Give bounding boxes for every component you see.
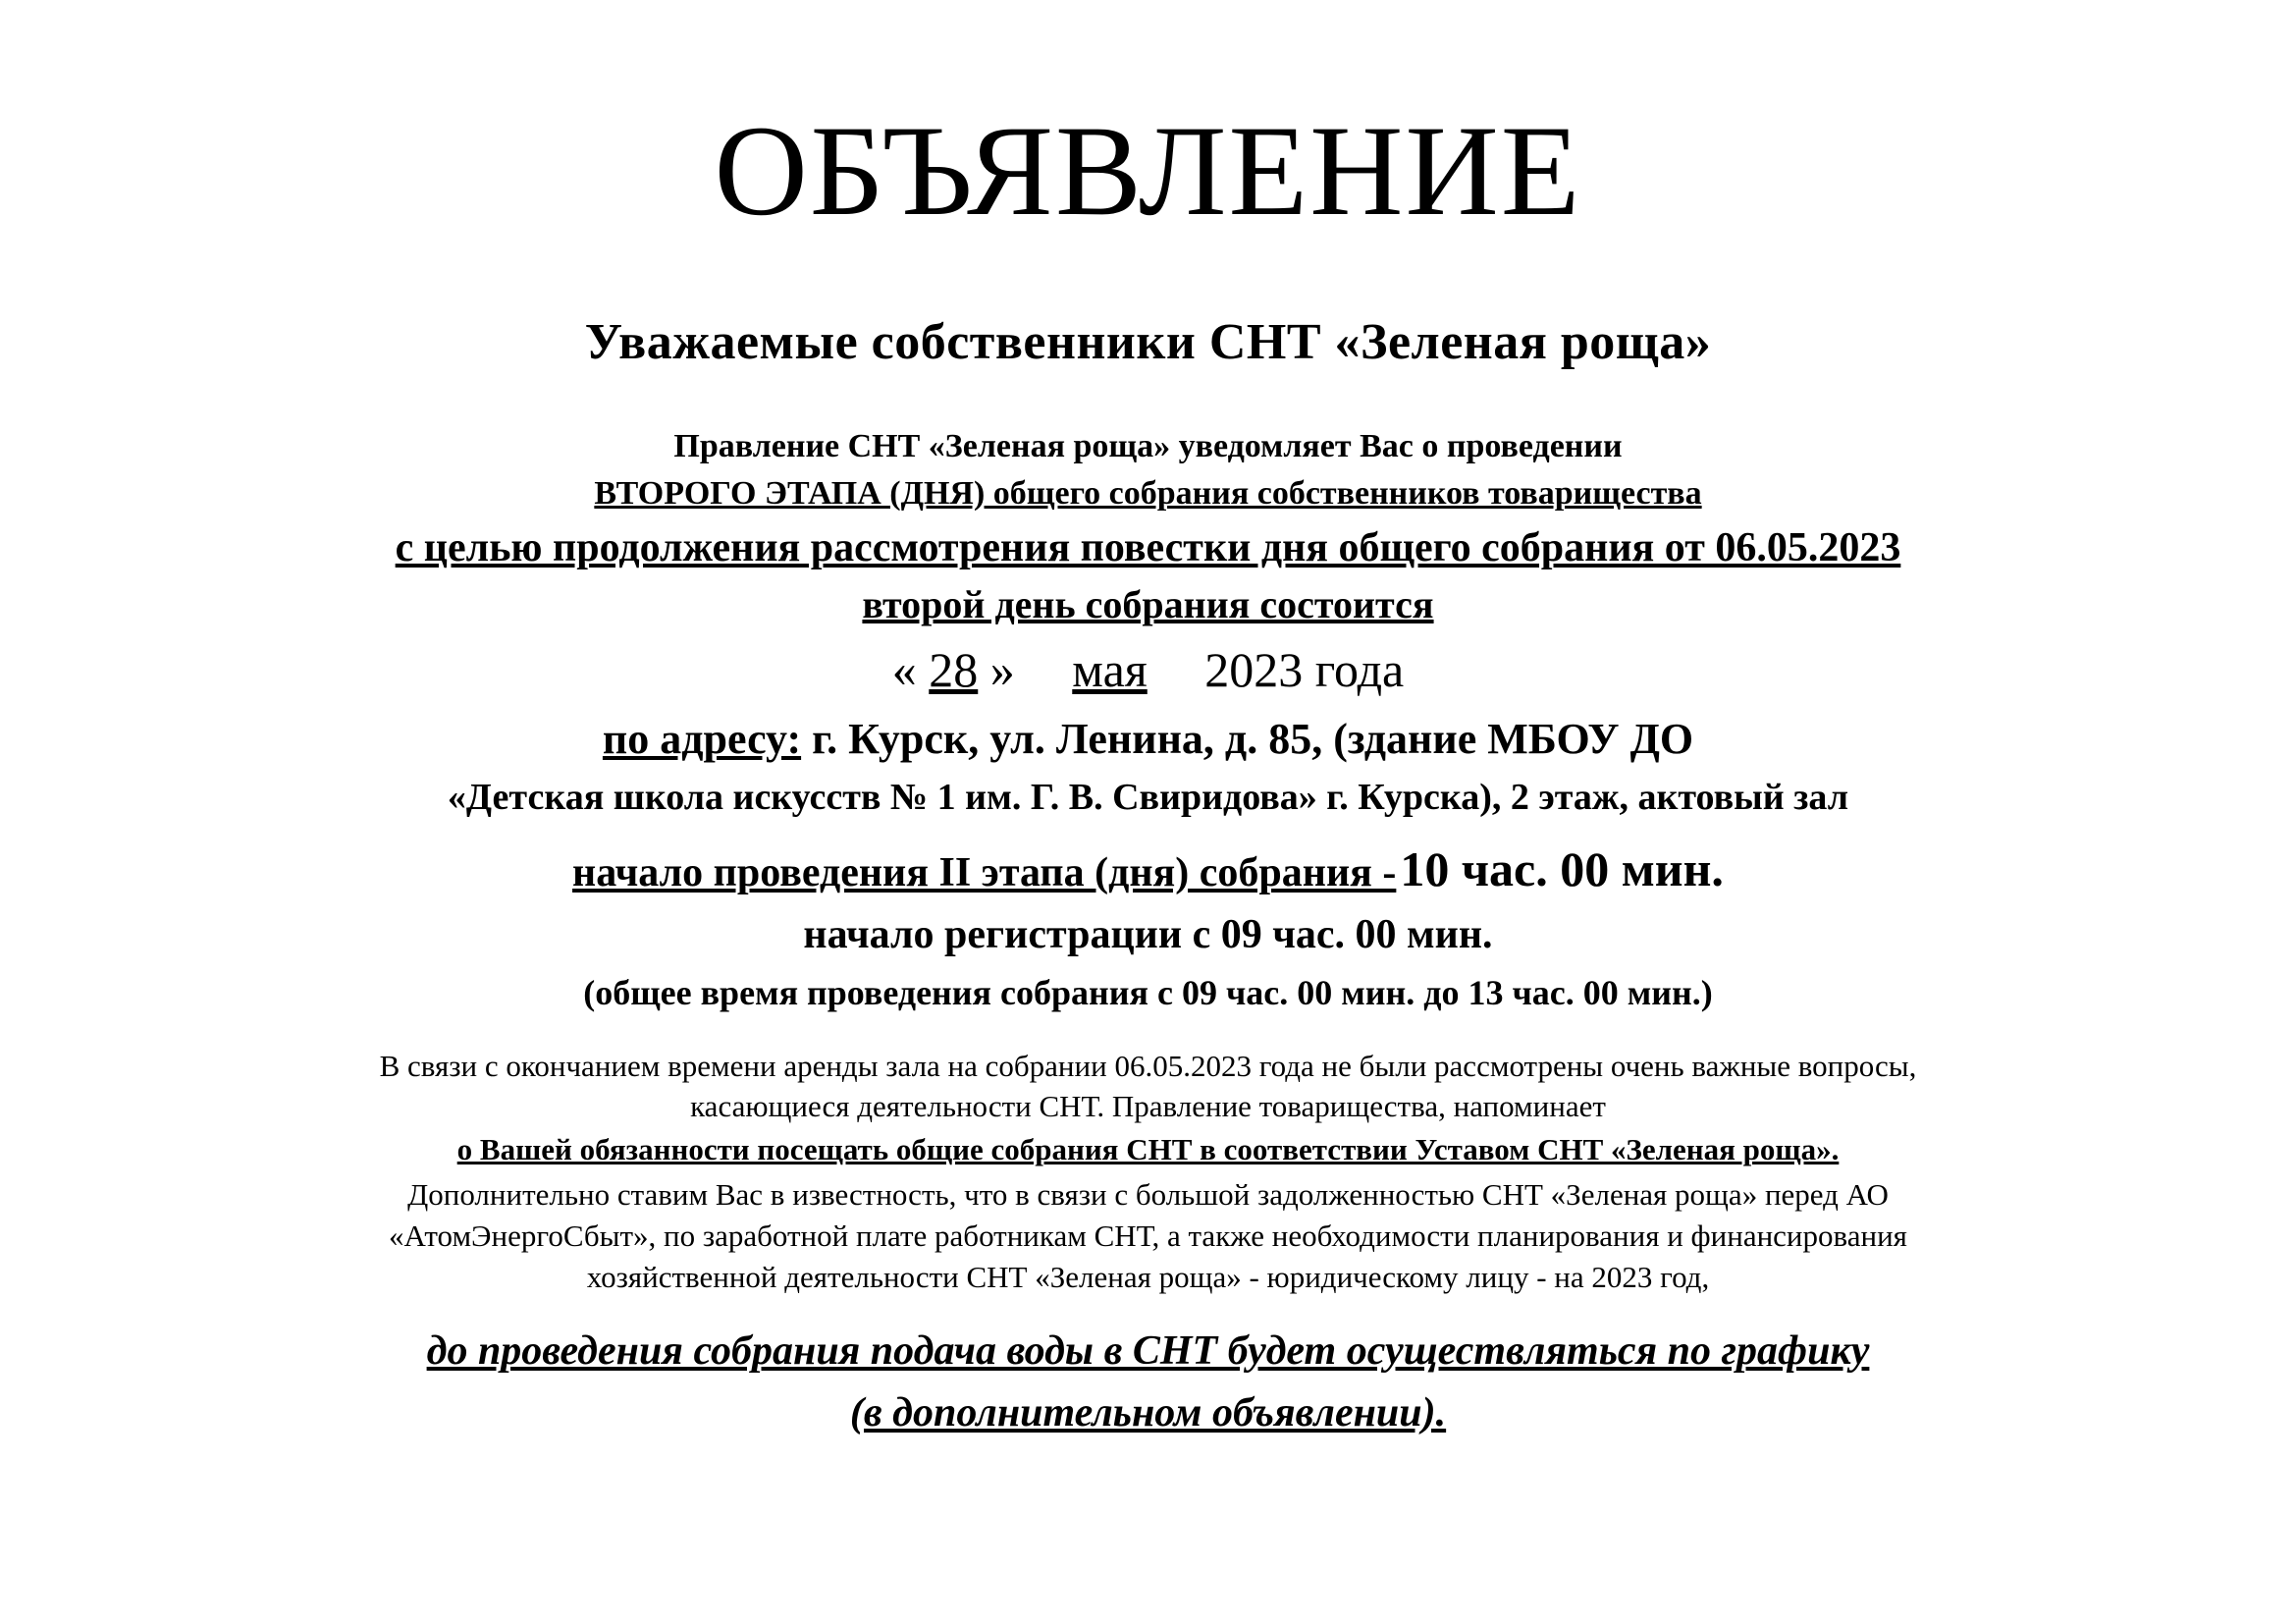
body-paragraph-2 bbox=[93, 1175, 2203, 1296]
conclusion-line-1: до проведения собрания подача воды в СНТ будет осуществляться по графику bbox=[426, 1328, 1870, 1375]
registration-line: начало регистрации с 09 час. 00 мин. bbox=[803, 911, 1493, 957]
notice-line-3: с целью продолжения рассмотрения повестки дня общего собрания от 06.05.2023 bbox=[395, 524, 1901, 570]
body-p1-line-2: касающиеся деятельности СНТ. Правление товарищества, напоминает bbox=[690, 1089, 1606, 1124]
start-time-value: 10 час. 00 мин. bbox=[1400, 840, 1724, 896]
notice-line-4: второй день собрания состоится bbox=[862, 581, 1434, 626]
page-title: ОБЪЯВЛЕНИЕ bbox=[714, 98, 1582, 243]
start-time-line bbox=[93, 840, 2203, 897]
notice-line-1: Правление СНТ «Зеленая роща» уведомляет Вас о проведении bbox=[673, 427, 1623, 464]
body-p2-line-3: хозяйственной деятельности СНТ «Зеленая роща» - юридическому лицу - на 2023 год, bbox=[586, 1259, 1710, 1294]
address-line-2: «Детская школа искусств № 1 им. Г. В. Свиридова» г. Курска), 2 этаж, актовый зал bbox=[447, 776, 1849, 818]
meeting-date-line bbox=[93, 641, 2203, 698]
body-p2-line-2: «АтомЭнергоСбыт», по заработной плате работникам СНТ, а также необходимости планирования и финансирования bbox=[389, 1218, 1907, 1253]
conclusion-block bbox=[93, 1326, 2203, 1438]
total-time-line: (общее время проведения собрания с 09 час. 00 мин. до 13 час. 00 мин.) bbox=[583, 972, 1713, 1012]
date-year: 2023 года bbox=[1204, 641, 1405, 697]
address-line-1-rest: г. Курск, ул. Ленина, д. 85, (здание МБОУ ДО bbox=[801, 714, 1694, 763]
address-label: по адресу: bbox=[602, 714, 802, 763]
start-time-label: начало проведения II этапа (дня) собрания - bbox=[572, 849, 1397, 895]
conclusion-line-2: (в дополнительном объявлении). bbox=[849, 1389, 1447, 1435]
date-quote-open: « bbox=[891, 641, 917, 697]
address-line-1 bbox=[93, 714, 2203, 764]
body-paragraph-1 bbox=[93, 1047, 2203, 1170]
notice-line-2: ВТОРОГО ЭТАПА (ДНЯ) общего собрания собственников товарищества bbox=[594, 474, 1702, 512]
body-p2-line-1: Дополнительно ставим Вас в известность, что в связи с большой задолженностью СНТ «Зеленая роща» перед АО bbox=[407, 1177, 1889, 1213]
date-day: 28 bbox=[929, 641, 979, 697]
date-month: мая bbox=[1072, 641, 1148, 697]
notice-block bbox=[93, 428, 2203, 627]
subtitle: Уважаемые собственники СНТ «Зеленая роща» bbox=[584, 313, 1712, 370]
body-p1-line-1: В связи с окончанием времени аренды зала на собрании 06.05.2023 года не были рассмотрены очень важные вопросы, bbox=[379, 1048, 1917, 1083]
date-quote-close: » bbox=[989, 641, 1015, 697]
body-p1-line-3-emphasis: о Вашей обязанности посещать общие собрания СНТ в соответствии Уставом СНТ «Зеленая роща». bbox=[456, 1131, 1840, 1166]
